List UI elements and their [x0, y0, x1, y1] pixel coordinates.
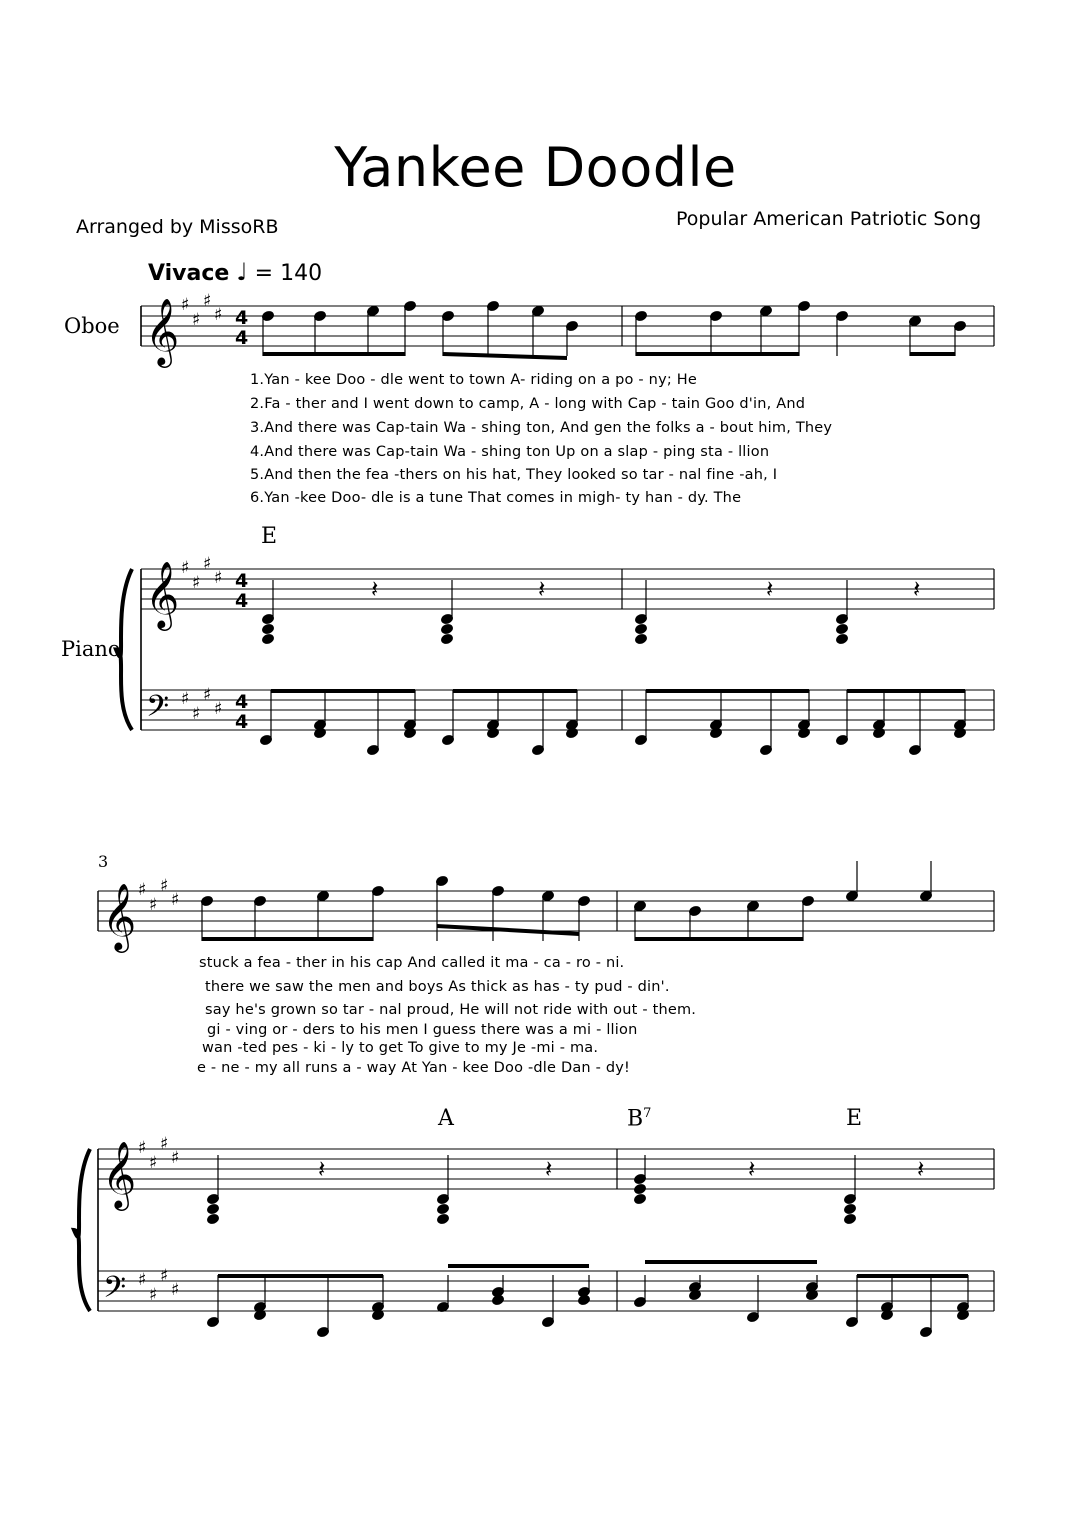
- sharp-icon: ♯: [171, 1280, 180, 1300]
- notehead: [633, 1193, 647, 1205]
- notehead: [206, 1203, 220, 1215]
- sharp-icon: ♯: [214, 568, 223, 588]
- sharp-icon: ♯: [138, 1138, 147, 1158]
- notehead: [565, 727, 579, 739]
- beam: [636, 352, 799, 356]
- notehead: [872, 727, 886, 739]
- notehead: [709, 727, 723, 739]
- chord-symbol: A: [438, 1106, 454, 1131]
- notehead: [843, 1213, 857, 1225]
- sharp-icon: ♯: [181, 689, 190, 709]
- notehead: [491, 1294, 505, 1306]
- sharp-icon: ♯: [192, 573, 201, 593]
- lyric-line: 5.And then the fea -thers on his hat, They looked so tar - nal fine -ah, I: [250, 467, 778, 483]
- beam: [910, 352, 955, 356]
- sharp-icon: ♯: [149, 1285, 158, 1305]
- piano-brace: [74, 1149, 90, 1311]
- composer-credit: Popular American Patriotic Song: [676, 208, 982, 230]
- sharp-icon: ♯: [160, 1266, 169, 1286]
- beam: [645, 1260, 817, 1264]
- chord-symbol: E: [846, 1106, 863, 1131]
- sharp-icon: ♯: [138, 880, 147, 900]
- bass-clef-icon: 𝄢: [103, 1271, 127, 1312]
- time-signature: 4: [235, 307, 249, 329]
- quarter-rest-icon: 𝄽: [545, 1155, 553, 1183]
- lyric-line: 3.And there was Cap-tain Wa - shing ton, And gen the folks a - bout him, They: [250, 420, 833, 436]
- notehead: [634, 633, 648, 645]
- sharp-icon: ♯: [160, 876, 169, 896]
- beam: [453, 689, 577, 693]
- quarter-rest-icon: 𝄽: [371, 575, 379, 603]
- instrument-label-oboe: Oboe: [64, 314, 120, 338]
- sharp-icon: ♯: [149, 895, 158, 915]
- lyric-line: 4.And there was Cap-tain Wa - shing ton Up on a slap - ping sta - llion: [250, 444, 770, 460]
- sharp-icon: ♯: [181, 295, 190, 315]
- tempo-word: Vivace: [148, 261, 230, 286]
- lyric-line: there we saw the men and boys As thick as has - ty pud - din'.: [205, 979, 670, 995]
- treble-clef-icon: 𝄞: [145, 297, 180, 365]
- time-signature: 4: [235, 691, 249, 713]
- lyric-line: e - ne - my all runs a - way At Yan - kee Doo -dle Dan - dy!: [197, 1060, 631, 1076]
- beam: [448, 1264, 589, 1268]
- lyric-line: say he's grown so tar - nal proud, He will not ride with out - them.: [205, 1002, 697, 1018]
- beam: [263, 352, 405, 356]
- notehead: [313, 727, 327, 739]
- sharp-icon: ♯: [181, 558, 190, 578]
- notehead: [835, 633, 849, 645]
- time-signature: 4: [235, 711, 249, 733]
- notehead: [953, 727, 967, 739]
- treble-clef-icon: 𝄞: [102, 882, 137, 950]
- notehead: [436, 1213, 450, 1225]
- quarter-rest-icon: 𝄽: [318, 1155, 326, 1183]
- lyric-line: wan -ted pes - ki - ly to get To give to my Je -mi - ma.: [202, 1040, 599, 1056]
- quarter-note-icon: ♩: [236, 258, 248, 286]
- sharp-icon: ♯: [192, 704, 201, 724]
- notehead: [634, 623, 648, 635]
- lyric-line: gi - ving or - ders to his men I guess there was a mi - llion: [207, 1022, 638, 1038]
- sharp-icon: ♯: [203, 685, 212, 705]
- tempo-bpm: = 140: [254, 261, 323, 286]
- sharp-icon: ♯: [160, 1134, 169, 1154]
- sharp-icon: ♯: [203, 554, 212, 574]
- notehead: [206, 1213, 220, 1225]
- notehead: [577, 1294, 591, 1306]
- beam: [857, 1274, 968, 1278]
- lyric-line: stuck a fea - ther in his cap And called it ma - ca - ro - ni.: [199, 955, 625, 971]
- instrument-label-piano: Piano: [61, 637, 121, 661]
- notehead: [797, 727, 811, 739]
- chord-symbol: $B^7$: [627, 1106, 652, 1132]
- piano-brace: [116, 569, 132, 730]
- notehead: [440, 623, 454, 635]
- notehead: [261, 633, 275, 645]
- beam: [847, 689, 965, 693]
- lyric-line: 2.Fa - ther and I went down to camp, A - long with Cap - tain Goo d'in, And: [250, 396, 806, 412]
- sharp-icon: ♯: [138, 1270, 147, 1290]
- quarter-rest-icon: 𝄽: [538, 575, 546, 603]
- time-signature: 4: [235, 590, 249, 612]
- chord-symbol: E: [261, 524, 278, 549]
- notehead: [440, 633, 454, 645]
- measure-number: 3: [98, 852, 109, 871]
- song-title: Yankee Doodle: [334, 136, 737, 199]
- quarter-rest-icon: 𝄽: [917, 1155, 925, 1183]
- notehead: [403, 727, 417, 739]
- sharp-icon: ♯: [214, 305, 223, 325]
- notehead: [633, 1183, 647, 1195]
- bass-clef-icon: 𝄢: [146, 690, 170, 731]
- beam: [635, 937, 803, 941]
- sharp-icon: ♯: [171, 1148, 180, 1168]
- sharp-icon: ♯: [149, 1153, 158, 1173]
- quarter-rest-icon: 𝄽: [913, 575, 921, 603]
- notehead: [261, 623, 275, 635]
- sharp-icon: ♯: [214, 699, 223, 719]
- time-signature: 4: [235, 570, 249, 592]
- notehead: [486, 727, 500, 739]
- sharp-icon: ♯: [203, 291, 212, 311]
- treble-clef-icon: 𝄞: [145, 560, 180, 628]
- quarter-rest-icon: 𝄽: [748, 1155, 756, 1183]
- notehead: [843, 1203, 857, 1215]
- beam: [646, 689, 809, 693]
- lyric-line: 6.Yan -kee Doo- dle is a tune That comes in migh- ty han - dy. The: [250, 490, 742, 506]
- beam: [437, 924, 579, 936]
- notehead: [835, 623, 849, 635]
- sharp-icon: ♯: [171, 890, 180, 910]
- treble-clef-icon: 𝄞: [102, 1140, 137, 1208]
- notehead: [436, 1203, 450, 1215]
- beam: [271, 689, 415, 693]
- lyric-line: 1.Yan - kee Doo - dle went to town A- riding on a po - ny; He: [250, 372, 697, 388]
- beam: [443, 352, 567, 360]
- sharp-icon: ♯: [192, 310, 201, 330]
- quarter-rest-icon: 𝄽: [766, 575, 774, 603]
- time-signature: 4: [235, 327, 249, 349]
- beam: [202, 937, 373, 941]
- beam: [218, 1274, 383, 1278]
- arranger-credit: Arranged by MissoRB: [76, 216, 279, 238]
